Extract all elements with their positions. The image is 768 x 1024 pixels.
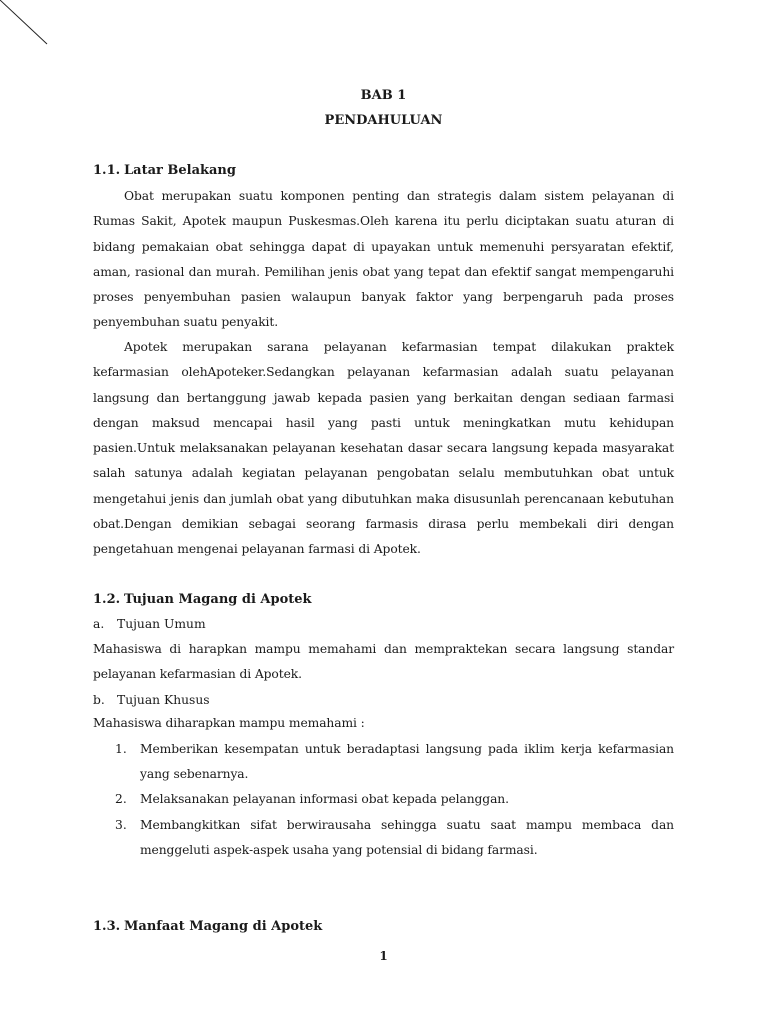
section-heading-tujuan-magang (93, 591, 312, 609)
list-item (115, 737, 674, 788)
body-paragraph: Mahasiswa diharapkan mampu memahami : (93, 716, 365, 730)
subsection-heading-tujuan-umum (93, 615, 206, 633)
section-heading-latar-belakang (93, 162, 236, 180)
section-number: 1.3. (93, 919, 121, 934)
subsection-title: Tujuan Khusus (117, 693, 210, 707)
subsection-heading-tujuan-khusus (93, 691, 210, 709)
list-item-text: Memberikan kesempatan untuk beradaptasi langsung pada iklim kerja kefarmasian yang sebenarnya. (140, 742, 674, 782)
body-paragraph: Mahasiswa di harapkan mampu memahami dan mempraktekan secara langsung standar pelayanan kefarmasian di Apotek. (93, 642, 674, 682)
list-item-number: 1. (115, 742, 127, 756)
section-number: 1.1. (93, 163, 121, 178)
body-paragraph: Apotek merupakan sarana pelayanan kefarmasian tempat dilakukan praktek kefarmasian olehApoteker.Sedangkan pelayanan kefarmasian adalah suatu pelayanan langsung dan bertanggung jawab kepada pasien yang berkaitan dengan sediaan farmasi dengan maksud mencapai hasil yang pasti untuk meningkatkan mutu kehidupan pasien.Untuk melaksanakan pelayanan kesehatan dasar secara langsung kepada masyarakat salah satunya adalah kegiatan pelayanan pengobatan selalu membutuhkan obat untuk mengetahui jenis dan jumlah obat yang dibutuhkan maka disusunlah perencanaan kebutuhan obat.Dengan demikian sebagai seorang farmasis dirasa perlu membekali diri dengan pengetahuan mengenai pelayanan farmasi di Apotek. (93, 340, 674, 557)
list-item (115, 813, 674, 864)
body-paragraph: Obat merupakan suatu komponen penting dan strategis dalam sistem pelayanan di Rumas Sakit, Apotek maupun Puskesmas.Oleh karena itu perlu diciptakan suatu aturan di bidang pemakaian obat sehingga dapat di upayakan untuk memenuhi persyaratan efektif, aman, rasional dan murah. Pemilihan jenis obat yang tepat dan efektif sangat mempengaruhi proses penyembuhan pasien walaupun banyak faktor yang berpengaruh pada proses penyembuhan suatu penyakit. (93, 189, 674, 330)
section-heading-manfaat-magang (93, 918, 322, 936)
subsection-letter: b. (93, 693, 105, 707)
section-title: Latar Belakang (124, 163, 236, 178)
list-item-text: Membangkitkan sifat berwirausaha sehingga suatu saat mampu membaca dan menggeluti aspek-aspek usaha yang potensial di bidang farmasi. (140, 818, 674, 858)
chapter-title: PENDAHULUAN (324, 113, 443, 128)
list-item-number: 3. (115, 818, 127, 832)
subsection-letter: a. (93, 617, 105, 631)
page-number: 1 (379, 949, 388, 963)
section-title: Tujuan Magang di Apotek (124, 592, 312, 607)
section-title: Manfaat Magang di Apotek (124, 919, 323, 934)
subsection-title: Tujuan Umum (117, 617, 206, 631)
list-item (115, 787, 674, 812)
chapter-number: BAB 1 (360, 88, 407, 103)
page-corner-fold-line (0, 0, 60, 60)
section-number: 1.2. (93, 592, 121, 607)
list-item-number: 2. (115, 792, 127, 806)
list-item-text: Melaksanakan pelayanan informasi obat kepada pelanggan. (140, 792, 509, 806)
